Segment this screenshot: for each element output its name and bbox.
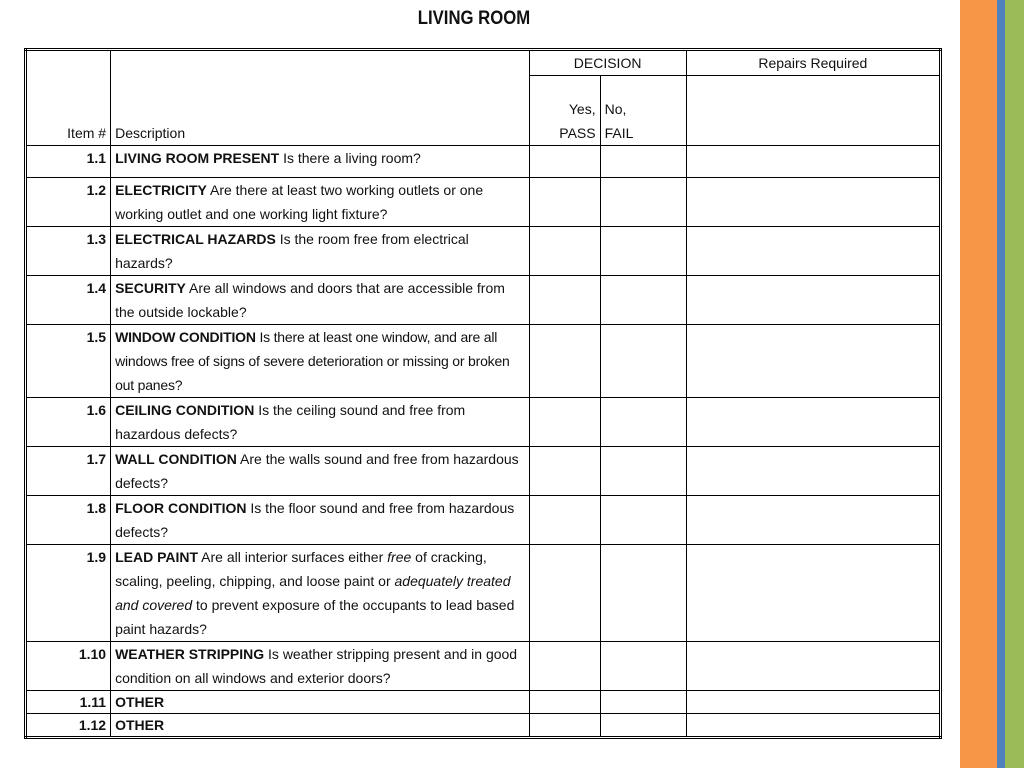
- table-row: [26, 227, 941, 276]
- repairs-cell[interactable]: [686, 642, 940, 691]
- pass-cell[interactable]: [529, 146, 600, 178]
- table-row: [26, 447, 941, 496]
- item-description: [111, 496, 529, 545]
- repairs-cell[interactable]: [686, 325, 940, 398]
- item-text: Are the walls sound and free from hazardous defects?: [115, 451, 519, 491]
- table-row: [26, 146, 941, 178]
- item-description: [111, 714, 529, 738]
- repairs-cell[interactable]: [686, 714, 940, 738]
- table-row: [26, 276, 941, 325]
- pass-cell[interactable]: [529, 178, 600, 227]
- accent-stripe-blue: [997, 0, 1005, 768]
- pass-cell[interactable]: [529, 325, 600, 398]
- item-number: 1.5: [26, 325, 111, 398]
- item-title: WINDOW CONDITION: [115, 329, 256, 345]
- repairs-cell[interactable]: [686, 276, 940, 325]
- item-title: FLOOR CONDITION: [115, 500, 247, 516]
- item-number: 1.1: [26, 146, 111, 178]
- table-row: [26, 714, 941, 738]
- item-number: 1.11: [26, 691, 111, 714]
- pass-header-line2: PASS: [559, 125, 596, 141]
- item-text: Is the floor sound and free from hazardous defects?: [115, 500, 515, 540]
- accent-stripe-green: [1005, 0, 1024, 768]
- pass-cell[interactable]: [529, 496, 600, 545]
- item-emphasis-b: adequately treated and covered: [115, 573, 511, 613]
- item-title: CEILING CONDITION: [115, 402, 255, 418]
- fail-cell[interactable]: [600, 325, 686, 398]
- table-row: [26, 496, 941, 545]
- description-header: Description: [111, 50, 529, 146]
- item-number: 1.9: [26, 545, 111, 642]
- repairs-cell[interactable]: [686, 496, 940, 545]
- item-text-a: Are all interior surfaces either: [198, 549, 388, 565]
- item-description: [111, 178, 529, 227]
- item-emphasis-a: free: [387, 549, 412, 565]
- pass-cell[interactable]: [529, 227, 600, 276]
- pass-cell[interactable]: [529, 398, 600, 447]
- item-description: [111, 545, 529, 642]
- fail-cell[interactable]: [600, 545, 686, 642]
- fail-cell[interactable]: [600, 691, 686, 714]
- item-title: WEATHER STRIPPING: [115, 646, 265, 662]
- repairs-cell[interactable]: [686, 178, 940, 227]
- item-title: OTHER: [115, 717, 165, 733]
- repairs-required-header: Repairs Required: [686, 50, 940, 76]
- item-number: 1.3: [26, 227, 111, 276]
- item-description: [111, 642, 529, 691]
- item-text-c: to prevent exposure of the occupants to lead based paint hazards?: [115, 597, 515, 637]
- pass-cell[interactable]: [529, 714, 600, 738]
- fail-cell[interactable]: [600, 496, 686, 545]
- item-number: 1.10: [26, 642, 111, 691]
- item-number: 1.12: [26, 714, 111, 738]
- fail-header-line1: No,: [604, 101, 627, 117]
- fail-cell[interactable]: [600, 178, 686, 227]
- repairs-cell[interactable]: [686, 691, 940, 714]
- item-number: 1.4: [26, 276, 111, 325]
- fail-cell[interactable]: [600, 146, 686, 178]
- inspection-checklist-table: [24, 48, 942, 739]
- pass-cell[interactable]: [529, 447, 600, 496]
- fail-cell[interactable]: [600, 714, 686, 738]
- table-row: [26, 398, 941, 447]
- table-row: [26, 178, 941, 227]
- item-title: ELECTRICAL HAZARDS: [115, 231, 276, 247]
- item-number-header: Item #: [26, 50, 111, 146]
- repairs-cell[interactable]: [686, 146, 940, 178]
- item-description: [111, 276, 529, 325]
- item-text: Is the ceiling sound and free from hazardous defects?: [115, 402, 466, 442]
- table-row: [26, 642, 941, 691]
- fail-cell[interactable]: [600, 642, 686, 691]
- decision-header: DECISION: [529, 50, 686, 76]
- item-title: WALL CONDITION: [115, 451, 237, 467]
- pass-header: [529, 76, 600, 146]
- fail-cell[interactable]: [600, 276, 686, 325]
- repairs-cell[interactable]: [686, 398, 940, 447]
- repairs-cell[interactable]: [686, 545, 940, 642]
- table-row: [26, 325, 941, 398]
- header-row-top: [26, 50, 941, 76]
- item-number: 1.8: [26, 496, 111, 545]
- item-text: Is there a living room?: [279, 150, 421, 166]
- fail-header-line2: FAIL: [604, 125, 634, 141]
- pass-cell[interactable]: [529, 642, 600, 691]
- item-text: Is the room free from electrical hazards?: [115, 231, 469, 271]
- item-title: OTHER: [115, 694, 165, 710]
- item-description: [111, 227, 529, 276]
- item-number: 1.7: [26, 447, 111, 496]
- fail-cell[interactable]: [600, 398, 686, 447]
- item-text: Is there at least one window, and are all windows free of signs of severe deterioration or missing or broken out panes?: [115, 329, 510, 393]
- item-title: ELECTRICITY: [115, 182, 207, 198]
- item-number: 1.6: [26, 398, 111, 447]
- pass-cell[interactable]: [529, 276, 600, 325]
- item-text: Are there at least two working outlets or one working outlet and one working light fixture?: [115, 182, 484, 222]
- item-description: [111, 447, 529, 496]
- repairs-cell[interactable]: [686, 447, 940, 496]
- item-description: [111, 146, 529, 178]
- table-row: [26, 545, 941, 642]
- item-text: Is weather stripping present and in good condition on all windows and exterior doors?: [115, 646, 518, 686]
- item-title: SECURITY: [115, 280, 186, 296]
- table-row: [26, 691, 941, 714]
- item-description: [111, 691, 529, 714]
- repairs-header-blank: [686, 76, 940, 146]
- item-number: 1.2: [26, 178, 111, 227]
- item-title: LIVING ROOM PRESENT: [115, 150, 280, 166]
- item-text-b: of cracking, scaling, peeling, chipping, and loose paint or: [115, 549, 487, 589]
- item-description: [111, 398, 529, 447]
- item-title: LEAD PAINT: [115, 549, 199, 565]
- page-title: LIVING ROOM: [417, 8, 531, 29]
- item-description: [111, 325, 529, 398]
- pass-header-line1: Yes,: [568, 101, 596, 117]
- pass-cell[interactable]: [529, 691, 600, 714]
- accent-stripe-orange: [960, 0, 997, 768]
- fail-cell[interactable]: [600, 227, 686, 276]
- repairs-cell[interactable]: [686, 227, 940, 276]
- fail-cell[interactable]: [600, 447, 686, 496]
- pass-cell[interactable]: [529, 545, 600, 642]
- fail-header: [600, 76, 686, 146]
- item-text: Are all windows and doors that are accessible from the outside lockable?: [115, 280, 505, 320]
